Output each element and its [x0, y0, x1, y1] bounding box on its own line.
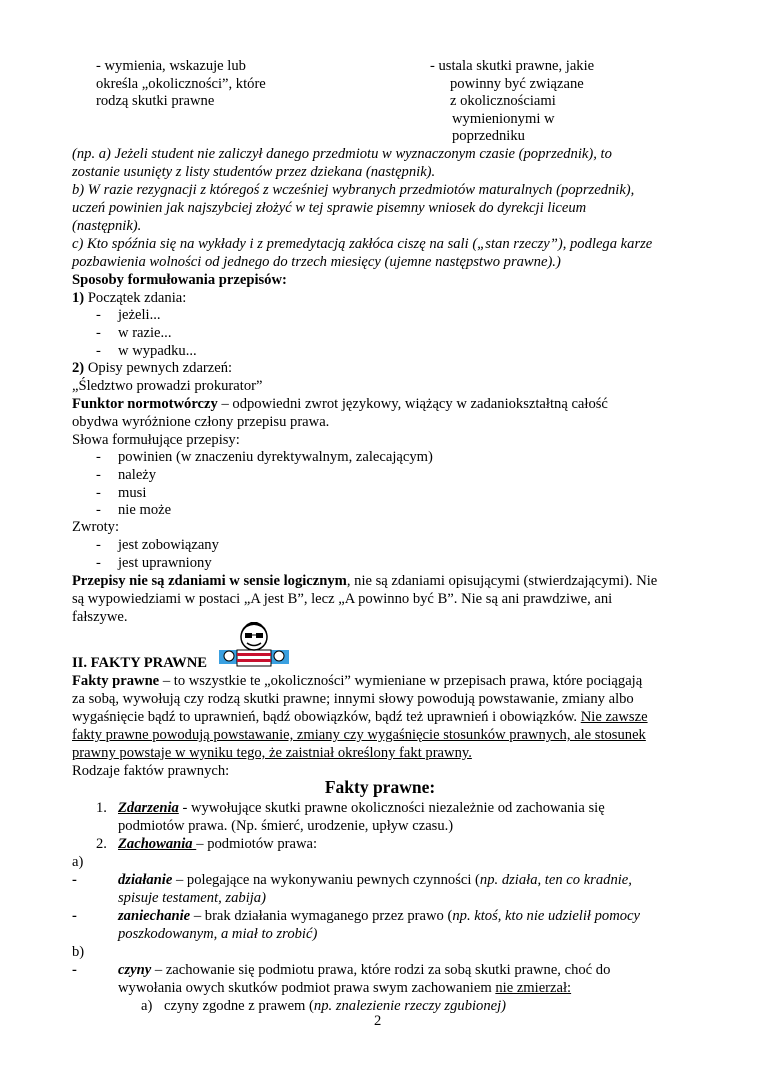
funktor-line1	[72, 396, 608, 414]
page-number: 2	[374, 1013, 382, 1029]
example-c-line1: c) Kto spóźnia się na wykłady i z premedytacją zakłóca ciszę na sali („stan rzeczy”), podlega karze	[72, 236, 653, 252]
dzialanie-line1	[118, 872, 632, 890]
sposoby-heading: Sposoby formułowania przepisów:	[72, 272, 287, 288]
fakty-title: Fakty prawne:	[324, 777, 436, 797]
fakty-def-line2: za sobą, wywołują czy rodzą skutki prawne; innymi słowy powodują powstawanie, zmiany albo	[72, 691, 634, 707]
sub-a-text: czyny zgodne z prawem (	[164, 998, 314, 1014]
right-column	[430, 58, 594, 146]
sposoby-quote: „Śledztwo prowadzi prokurator”	[72, 378, 263, 394]
right-column-line: powinny być związane	[450, 75, 584, 92]
list-item: nie może	[118, 502, 172, 518]
zdarzenia-def: - wywołujące skutki prawne okoliczności niezależnie od zachowania się	[178, 800, 605, 816]
bullet-dash: -	[72, 872, 77, 888]
zdarzenia-term: Zdarzenia	[118, 800, 179, 816]
czyny-line1	[118, 962, 610, 980]
example-b-line3: (następnik).	[72, 218, 142, 234]
zwroty-label: Zwroty:	[72, 519, 120, 535]
left-column	[96, 58, 266, 111]
bullet-dash: -	[96, 325, 101, 341]
bullet-dash: -	[96, 467, 101, 483]
zdarzenia-line2: podmiotów prawa. (Np. śmierć, urodzenie, upływ czasu.)	[118, 818, 454, 834]
slowa-label: Słowa formułujące przepisy:	[72, 432, 240, 448]
przepisy-line1	[72, 573, 657, 591]
sub-label-a: a)	[72, 854, 84, 870]
left-column-line: rodzą skutki prawne	[96, 93, 215, 110]
czyny-def-underlined: nie zmierzał:	[495, 980, 572, 996]
zachowania-def: – podmiotów prawa:	[196, 836, 318, 852]
point-number: 1)	[72, 290, 85, 306]
fakty-term: Fakty prawne	[72, 673, 160, 689]
czyny-term: czyny	[118, 962, 152, 978]
sub-a-example: np. znalezienie rzeczy zgubionej)	[313, 998, 507, 1014]
zachowania-line	[118, 836, 317, 854]
example-b-line2: uczeń powinien jak najszybciej złożyć w tej sprawie pisemny wniosek do dyrekcji liceum	[72, 200, 587, 216]
dzialanie-line2: spisuje testament, zabija)	[118, 890, 266, 906]
zaniechanie-line1	[118, 908, 640, 926]
list-item: jeżeli...	[118, 307, 161, 323]
point-label: Opisy pewnych zdarzeń:	[84, 360, 233, 376]
bullet-dash: -	[96, 449, 101, 465]
list-item: w razie...	[118, 325, 172, 341]
rodzaje-label: Rodzaje faktów prawnych:	[72, 763, 230, 779]
left-column-line: - wymienia, wskazuje lub	[96, 58, 246, 74]
bullet-dash: -	[96, 485, 101, 501]
list-item: powinien (w znaczeniu dyrektywalnym, zalecającym)	[118, 449, 433, 465]
funktor-term: Funktor normotwórczy	[72, 396, 218, 412]
sposoby-point1	[72, 290, 186, 308]
czyny-line2	[118, 980, 571, 998]
fakty-def-line4: fakty prawne powodują powstawanie, zmiany czy wygaśnięcie stosunków prawnych, ale stosunek	[72, 727, 646, 743]
czyny-def-text: wywołania owych skutków podmiot prawa swym zachowaniem	[118, 980, 496, 996]
zaniechanie-def: – brak działania wymaganego przez prawo (	[190, 908, 453, 924]
right-column-line: z okolicznościami	[450, 93, 556, 110]
example-a-line2: zostanie usunięty z listy studentów przez dziekana (następnik).	[72, 164, 436, 180]
right-column-line: poprzedniku	[452, 128, 525, 145]
funktor-def: – odpowiedni zwrot językowy, wiążący w zadaniokształtną całość	[217, 396, 608, 412]
list-item: należy	[118, 467, 157, 483]
bullet-dash: -	[96, 537, 101, 553]
fakty-def: – to wszystkie te „okoliczności” wymieniane w przepisach prawa, które pociągają	[159, 673, 643, 689]
zaniechanie-example: np. ktoś, kto nie udzielił pomocy	[452, 908, 640, 924]
list-number: 1.	[96, 800, 107, 816]
bullet-dash: -	[72, 908, 77, 924]
przepisy-bold: Przepisy nie są zdaniami w sensie logicznym	[72, 573, 347, 589]
right-column-line: - ustala skutki prawne, jakie	[430, 58, 595, 74]
student-clipart-icon	[217, 620, 291, 668]
dzialanie-example: np. działa, ten co kradnie,	[479, 872, 632, 888]
list-item: musi	[118, 485, 147, 501]
section-heading: II. FAKTY PRAWNE	[72, 655, 207, 671]
left-column-line: określa „okoliczności”, które	[96, 75, 266, 92]
point-number: 2)	[72, 360, 85, 376]
funktor-line2: obydwa wyróżnione człony przepisu prawa.	[72, 414, 330, 430]
list-item: w wypadku...	[118, 343, 197, 359]
bullet-dash: -	[96, 307, 101, 323]
bullet-dash: -	[96, 555, 101, 571]
example-b-line1: b) W razie rezygnacji z któregoś z wcześniej wybranych przedmiotów maturalnych (poprzednik),	[72, 182, 635, 198]
right-column-line: wymienionymi w	[452, 110, 555, 127]
czyny-def: – zachowanie się podmiotu prawa, które rodzi za sobą skutki prawne, choć do	[151, 962, 611, 978]
zaniechanie-term: zaniechanie	[118, 908, 191, 924]
fakty-def-line5: prawny powstaje w wyniku tego, że zaistniał określony fakt prawny.	[72, 745, 472, 761]
example-a-line1: (np. a) Jeżeli student nie zaliczył danego przedmiotu w wyznaczonym czasie (poprzednik), to	[72, 146, 612, 162]
przepisy-rest: , nie są zdaniami opisującymi (stwierdzającymi). Nie	[346, 573, 658, 589]
zachowania-term: Zachowania	[118, 836, 197, 852]
przepisy-line2: są wypowiedziami w postaci „A jest B”, lecz „A powinno być B”. Nie są ani prawdziwe, ani	[72, 591, 613, 607]
list-item: jest zobowiązany	[118, 537, 219, 553]
list-number: 2.	[96, 836, 107, 852]
fakty-def-underlined: Nie zawsze	[580, 709, 648, 725]
przepisy-line3: fałszywe.	[72, 609, 128, 625]
sposoby-point2	[72, 360, 232, 378]
list-item: jest uprawniony	[118, 555, 212, 571]
sub-label-b: b)	[72, 944, 85, 960]
bullet-dash: -	[96, 343, 101, 359]
fakty-def-text: wygaśnięcie bądź to uprawnień, bądź obowiązków, bądź też uprawnień i obowiązków.	[72, 709, 581, 725]
fakty-def-line1	[72, 673, 642, 691]
bullet-dash: -	[72, 962, 77, 978]
zdarzenia-line1	[118, 800, 605, 818]
point-label: Początek zdania:	[84, 290, 187, 306]
fakty-def-line3	[72, 709, 648, 727]
dzialanie-def: – polegające na wykonywaniu pewnych czynności (	[172, 872, 480, 888]
dzialanie-term: działanie	[118, 872, 173, 888]
example-c-line2: pozbawienia wolności od jednego do trzech miesięcy (ujemne następstwo prawne).)	[72, 254, 561, 270]
bullet-dash: -	[96, 502, 101, 518]
sub-a-label: a)	[141, 998, 153, 1014]
sub-a-line	[164, 998, 506, 1016]
zaniechanie-line2: poszkodowanym, a miał to zrobić)	[118, 926, 318, 942]
